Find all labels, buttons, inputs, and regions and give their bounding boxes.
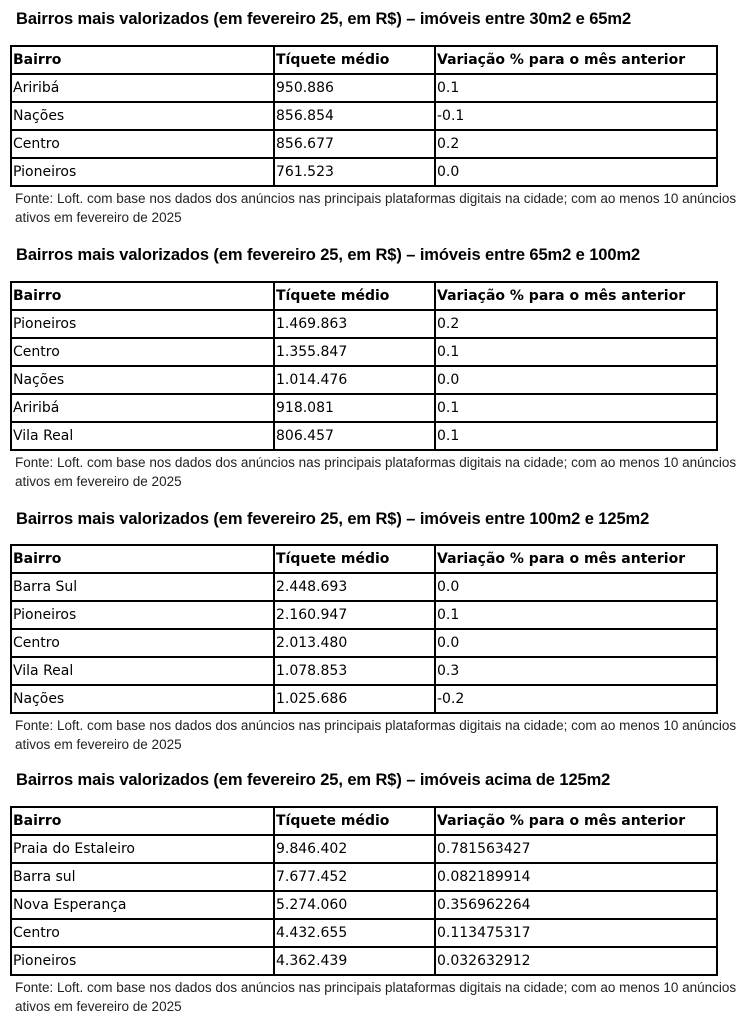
source-note: Fonte: Loft. com base nos dados dos anúncios nas principais plataformas digitais na cidade; com ao menos 10 anúncios ativos em fevereiro de 2025 — [15, 455, 737, 489]
monthly-change-cell: 0.2 — [435, 310, 717, 338]
table-row — [11, 629, 717, 657]
monthly-change-cell: 0.2 — [435, 130, 717, 158]
source-note: Fonte: Loft. com base nos dados dos anúncios nas principais plataformas digitais na cidade; com ao menos 10 anúncios ativos em fevereiro de 2025 — [15, 191, 737, 225]
avg-ticket-cell: 5.274.060 — [274, 891, 435, 919]
table-row — [11, 102, 717, 130]
section-title: Bairros mais valorizados (em fevereiro 25, em R$) – imóveis entre 100m2 e 125m2 — [16, 510, 650, 528]
table-header-row — [11, 46, 717, 74]
neighborhood-cell: Praia do Estaleiro — [11, 835, 274, 863]
neighborhood-cell: Pioneiros — [11, 947, 274, 975]
monthly-change-cell: 0.1 — [435, 601, 717, 629]
table-row — [11, 947, 717, 975]
data-table — [10, 281, 718, 451]
neighborhood-cell: Barra Sul — [11, 573, 274, 601]
table-row — [11, 338, 717, 366]
monthly-change-cell: 0.0 — [435, 366, 717, 394]
section-title: Bairros mais valorizados (em fevereiro 25, em R$) – imóveis entre 65m2 e 100m2 — [16, 246, 641, 264]
monthly-change-cell: -0.1 — [435, 102, 717, 130]
avg-ticket-cell: 2.013.480 — [274, 629, 435, 657]
neighborhood-cell: Nações — [11, 102, 274, 130]
avg-ticket-cell: 2.160.947 — [274, 601, 435, 629]
avg-ticket-cell: 856.854 — [274, 102, 435, 130]
monthly-change-cell: -0.2 — [435, 685, 717, 713]
column-header: Tíquete médio — [274, 545, 435, 573]
neighborhood-cell: Pioneiros — [11, 310, 274, 338]
monthly-change-cell: 0.1 — [435, 394, 717, 422]
column-header: Tíquete médio — [274, 282, 435, 310]
avg-ticket-cell: 1.025.686 — [274, 685, 435, 713]
neighborhood-cell: Centro — [11, 629, 274, 657]
neighborhood-cell: Centro — [11, 338, 274, 366]
monthly-change-cell: 0.1 — [435, 74, 717, 102]
neighborhood-cell: Centro — [11, 130, 274, 158]
monthly-change-cell: 0.082189914 — [435, 863, 717, 891]
neighborhood-cell: Nova Esperança — [11, 891, 274, 919]
avg-ticket-cell: 856.677 — [274, 130, 435, 158]
avg-ticket-cell: 1.014.476 — [274, 366, 435, 394]
neighborhood-cell: Vila Real — [11, 422, 274, 450]
monthly-change-cell: 0.113475317 — [435, 919, 717, 947]
table-row — [11, 158, 717, 186]
monthly-change-cell: 0.1 — [435, 422, 717, 450]
column-header: Variação % para o mês anterior — [435, 46, 717, 74]
monthly-change-cell: 0.0 — [435, 158, 717, 186]
table-row — [11, 366, 717, 394]
column-header: Variação % para o mês anterior — [435, 807, 717, 835]
section-title: Bairros mais valorizados (em fevereiro 25, em R$) – imóveis acima de 125m2 — [16, 771, 611, 789]
neighborhood-cell: Vila Real — [11, 657, 274, 685]
column-header: Bairro — [11, 46, 274, 74]
column-header: Variação % para o mês anterior — [435, 282, 717, 310]
column-header: Bairro — [11, 807, 274, 835]
table-row — [11, 74, 717, 102]
table-row — [11, 863, 717, 891]
monthly-change-cell: 0.0 — [435, 573, 717, 601]
monthly-change-cell: 0.1 — [435, 338, 717, 366]
table-header-row — [11, 282, 717, 310]
table-row — [11, 422, 717, 450]
avg-ticket-cell: 4.432.655 — [274, 919, 435, 947]
neighborhood-cell: Nações — [11, 366, 274, 394]
avg-ticket-cell: 950.886 — [274, 74, 435, 102]
neighborhood-cell: Ariribá — [11, 74, 274, 102]
neighborhood-cell: Centro — [11, 919, 274, 947]
table-row — [11, 573, 717, 601]
monthly-change-cell: 0.781563427 — [435, 835, 717, 863]
monthly-change-cell: 0.0 — [435, 629, 717, 657]
section-title: Bairros mais valorizados (em fevereiro 25, em R$) – imóveis entre 30m2 e 65m2 — [16, 10, 632, 28]
avg-ticket-cell: 806.457 — [274, 422, 435, 450]
column-header: Bairro — [11, 282, 274, 310]
monthly-change-cell: 0.032632912 — [435, 947, 717, 975]
avg-ticket-cell: 761.523 — [274, 158, 435, 186]
column-header: Tíquete médio — [274, 807, 435, 835]
column-header: Variação % para o mês anterior — [435, 545, 717, 573]
table-row — [11, 891, 717, 919]
avg-ticket-cell: 2.448.693 — [274, 573, 435, 601]
table-row — [11, 919, 717, 947]
table-row — [11, 835, 717, 863]
source-note: Fonte: Loft. com base nos dados dos anúncios nas principais plataformas digitais na cidade; com ao menos 10 anúncios ativos em fevereiro de 2025 — [15, 718, 737, 752]
column-header: Tíquete médio — [274, 46, 435, 74]
source-note: Fonte: Loft. com base nos dados dos anúncios nas principais plataformas digitais na cidade; com ao menos 10 anúncios ativos em fevereiro de 2025 — [15, 980, 737, 1014]
avg-ticket-cell: 9.846.402 — [274, 835, 435, 863]
table-row — [11, 394, 717, 422]
table-header-row — [11, 807, 717, 835]
avg-ticket-cell: 4.362.439 — [274, 947, 435, 975]
data-table — [10, 45, 718, 187]
avg-ticket-cell: 1.469.863 — [274, 310, 435, 338]
table-row — [11, 601, 717, 629]
table-row — [11, 685, 717, 713]
table-row — [11, 657, 717, 685]
monthly-change-cell: 0.3 — [435, 657, 717, 685]
monthly-change-cell: 0.356962264 — [435, 891, 717, 919]
neighborhood-cell: Pioneiros — [11, 601, 274, 629]
avg-ticket-cell: 1.355.847 — [274, 338, 435, 366]
table-row — [11, 310, 717, 338]
neighborhood-cell: Barra sul — [11, 863, 274, 891]
data-table — [10, 806, 718, 976]
avg-ticket-cell: 7.677.452 — [274, 863, 435, 891]
neighborhood-cell: Ariribá — [11, 394, 274, 422]
table-header-row — [11, 545, 717, 573]
table-row — [11, 130, 717, 158]
avg-ticket-cell: 918.081 — [274, 394, 435, 422]
neighborhood-cell: Nações — [11, 685, 274, 713]
avg-ticket-cell: 1.078.853 — [274, 657, 435, 685]
column-header: Bairro — [11, 545, 274, 573]
neighborhood-cell: Pioneiros — [11, 158, 274, 186]
data-table — [10, 544, 718, 714]
